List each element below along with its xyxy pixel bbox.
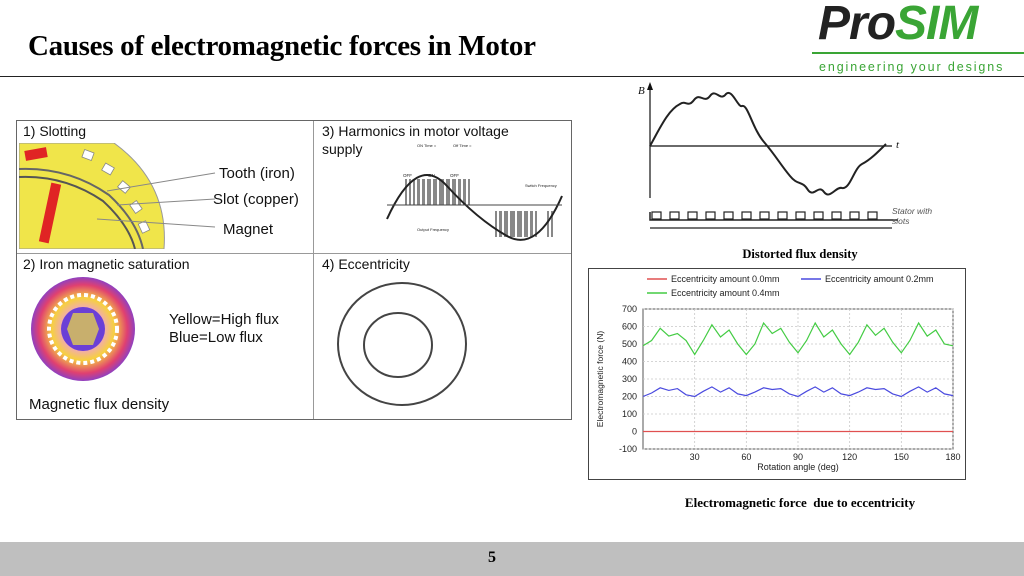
page-title: Causes of electromagnetic forces in Motor	[28, 30, 536, 62]
svg-text:OFF: OFF	[450, 173, 459, 178]
force-chart-frame	[588, 268, 966, 480]
x-axis-label: Rotation angle (deg)	[757, 462, 839, 472]
logo-bar	[812, 52, 1024, 54]
panel-saturation-title: 2) Iron magnetic saturation	[23, 256, 190, 272]
legend-low-flux: Blue=Low flux	[169, 329, 263, 346]
legend-label-2: Eccentricity amount 0.4mm	[671, 288, 780, 298]
y-tick-label: 300	[621, 374, 637, 384]
force-chart	[589, 269, 965, 479]
x-tick-label: 120	[842, 452, 858, 462]
stator-label-line2: slots	[892, 216, 910, 226]
logo-brand-part1: Pro	[818, 0, 896, 50]
slotting-leader-lines	[97, 161, 217, 241]
svg-text:ON Time =: ON Time =	[417, 143, 437, 148]
pwm-illustration	[377, 141, 567, 251]
x-tick-label: 150	[893, 452, 909, 462]
legend-high-flux: Yellow=High flux	[169, 311, 279, 328]
logo-brand-part2: SIM	[895, 0, 978, 50]
logo-wordmark	[818, 0, 977, 51]
grid-h-divider	[17, 253, 571, 254]
eccentricity-circles	[335, 279, 469, 409]
panel-slotting-title: 1) Slotting	[23, 123, 87, 139]
x-tick-label: 60	[741, 452, 752, 462]
y-tick-label: 600	[621, 321, 637, 332]
footer-bar	[0, 542, 1024, 576]
y-tick-label: -100	[618, 444, 637, 454]
y-tick-label: 200	[621, 391, 637, 402]
svg-text:Output Frequency: Output Frequency	[417, 227, 450, 232]
flux-density-caption: Magnetic flux density	[29, 396, 170, 413]
prosim-logo	[812, 0, 1024, 78]
y-tick-label: 500	[621, 339, 637, 349]
panel-harmonics-title-line2: supply	[322, 141, 363, 157]
grid-v-divider	[313, 121, 314, 419]
svg-text:OFF: OFF	[403, 173, 412, 178]
x-tick-label: 180	[945, 452, 961, 462]
causes-grid	[16, 120, 572, 420]
x-tick-label: 90	[792, 452, 804, 462]
force-chart-caption: Electromagnetic force due to eccentricity	[684, 495, 916, 510]
y-axis-label: Electromagnetic force (N)	[595, 330, 605, 428]
x-tick-label: 30	[689, 452, 700, 462]
y-tick-label: 700	[621, 304, 637, 314]
svg-text:Off Time =: Off Time =	[453, 143, 472, 148]
svg-text:Switch Frequency: Switch Frequency	[525, 183, 557, 188]
flux-axis-y: B	[638, 85, 645, 97]
y-tick-label: 0	[631, 426, 637, 437]
panel-harmonics-title-line1: 3) Harmonics in motor voltage	[322, 123, 509, 139]
distorted-flux-figure	[630, 78, 950, 238]
flux-density-plot	[21, 275, 147, 385]
label-tooth: Tooth (iron)	[219, 165, 295, 182]
svg-text:ON: ON	[428, 173, 435, 178]
panel-eccentricity-title: 4) Eccentricity	[322, 256, 410, 272]
page-number: 5	[488, 549, 496, 566]
y-tick-label: 400	[621, 356, 637, 367]
legend-label-0: Eccentricity amount 0.0mm	[671, 274, 780, 284]
flux-caption: Distorted flux density	[742, 247, 858, 261]
legend-label-1: Eccentricity amount 0.2mm	[825, 274, 934, 284]
logo-tagline: engineering your designs	[819, 60, 1005, 74]
stator-label-line1: Stator with	[892, 206, 933, 216]
label-slot: Slot (copper)	[213, 191, 299, 208]
flux-axis-x: t	[896, 139, 900, 151]
label-magnet: Magnet	[223, 221, 274, 238]
y-tick-label: 100	[621, 409, 637, 419]
